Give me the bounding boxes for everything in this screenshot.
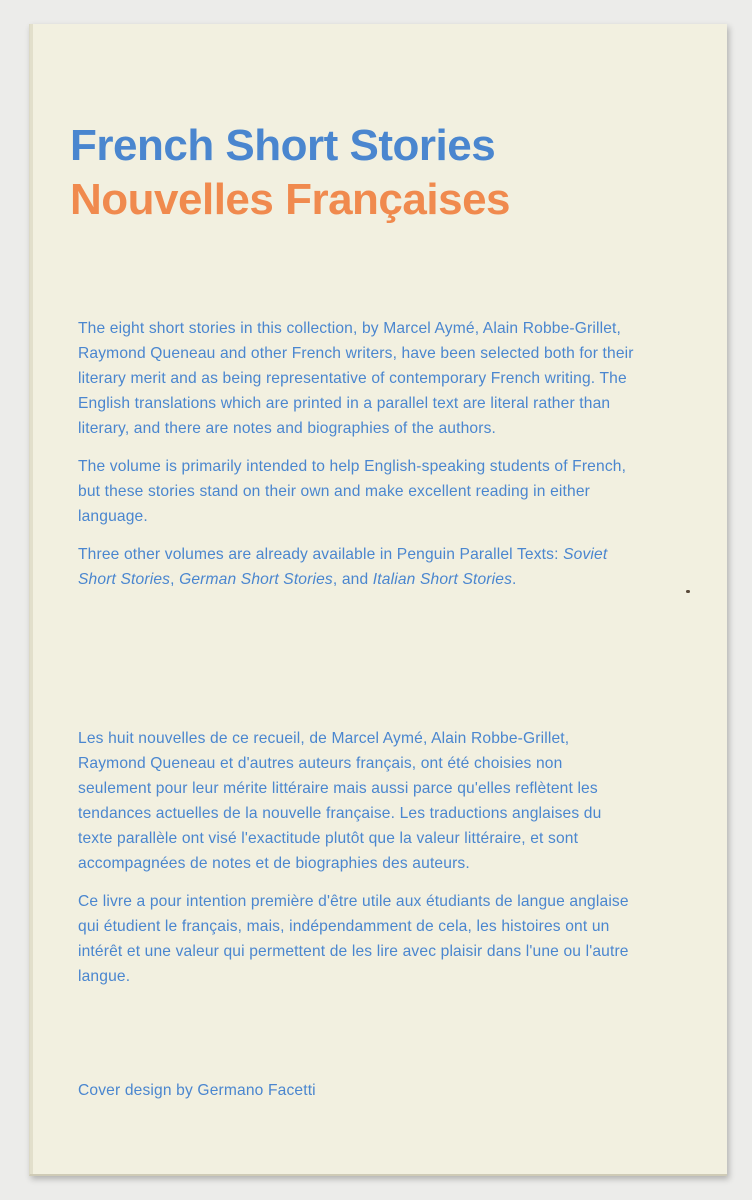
title-soviet-short-stories: Soviet Short Stories — [78, 546, 608, 588]
english-paragraph-2: The volume is primarily intended to help English-speaking students of French, but these stories stand on their own and make excellent reading in either language. — [78, 458, 627, 525]
cover-edge — [30, 24, 33, 1174]
book-back-cover — [29, 24, 727, 1176]
french-paragraph-2: Ce livre a pour intention première d'être utile aux étudiants de langue anglaise qui étudient le français, mais, indépendamment de cela, les histoires ont un intérêt et une valeur qui permettent de les lire avec plaisir dans l'une ou l'autre langue. — [78, 893, 629, 985]
period: . — [512, 571, 517, 588]
title-french: Nouvelles Françaises — [70, 175, 511, 224]
separator-2: , and — [332, 571, 373, 588]
title-german-short-stories: German Short Stories — [179, 571, 333, 588]
english-paragraph-3 — [78, 542, 638, 592]
english-blurb — [78, 316, 638, 605]
french-blurb — [78, 726, 638, 1002]
title-italian-short-stories: Italian Short Stories — [372, 571, 513, 588]
available-volumes-lead: Three other volumes are already available in Penguin Parallel Texts: — [78, 546, 564, 563]
title-english: French Short Stories — [70, 121, 496, 170]
english-paragraph-1: The eight short stories in this collection, by Marcel Aymé, Alain Robbe-Grillet, Raymond Queneau and other French writers, have been selected both for their literary merit and as being representative of contemporary French writing. The English translations which are printed in a parallel text are literal rather than literary, and there are notes and biographies of the authors. — [78, 320, 634, 437]
french-paragraph-1: Les huit nouvelles de ce recueil, de Marcel Aymé, Alain Robbe-Grillet, Raymond Queneau et d'autres auteurs français, ont été choisies non seulement pour leur mérite littéraire mais aussi parce qu'elles reflètent les tendances actuelles de la nouvelle française. Les traductions anglaises du texte parallèle ont visé l'exactitude plutôt que la valeur littéraire, et sont accompagnées de notes et de biographies des auteurs. — [78, 730, 602, 872]
separator-1: , — [170, 571, 180, 588]
cover-design-credit: Cover design by Germano Facetti — [78, 1082, 316, 1099]
paper-speck — [686, 590, 690, 593]
